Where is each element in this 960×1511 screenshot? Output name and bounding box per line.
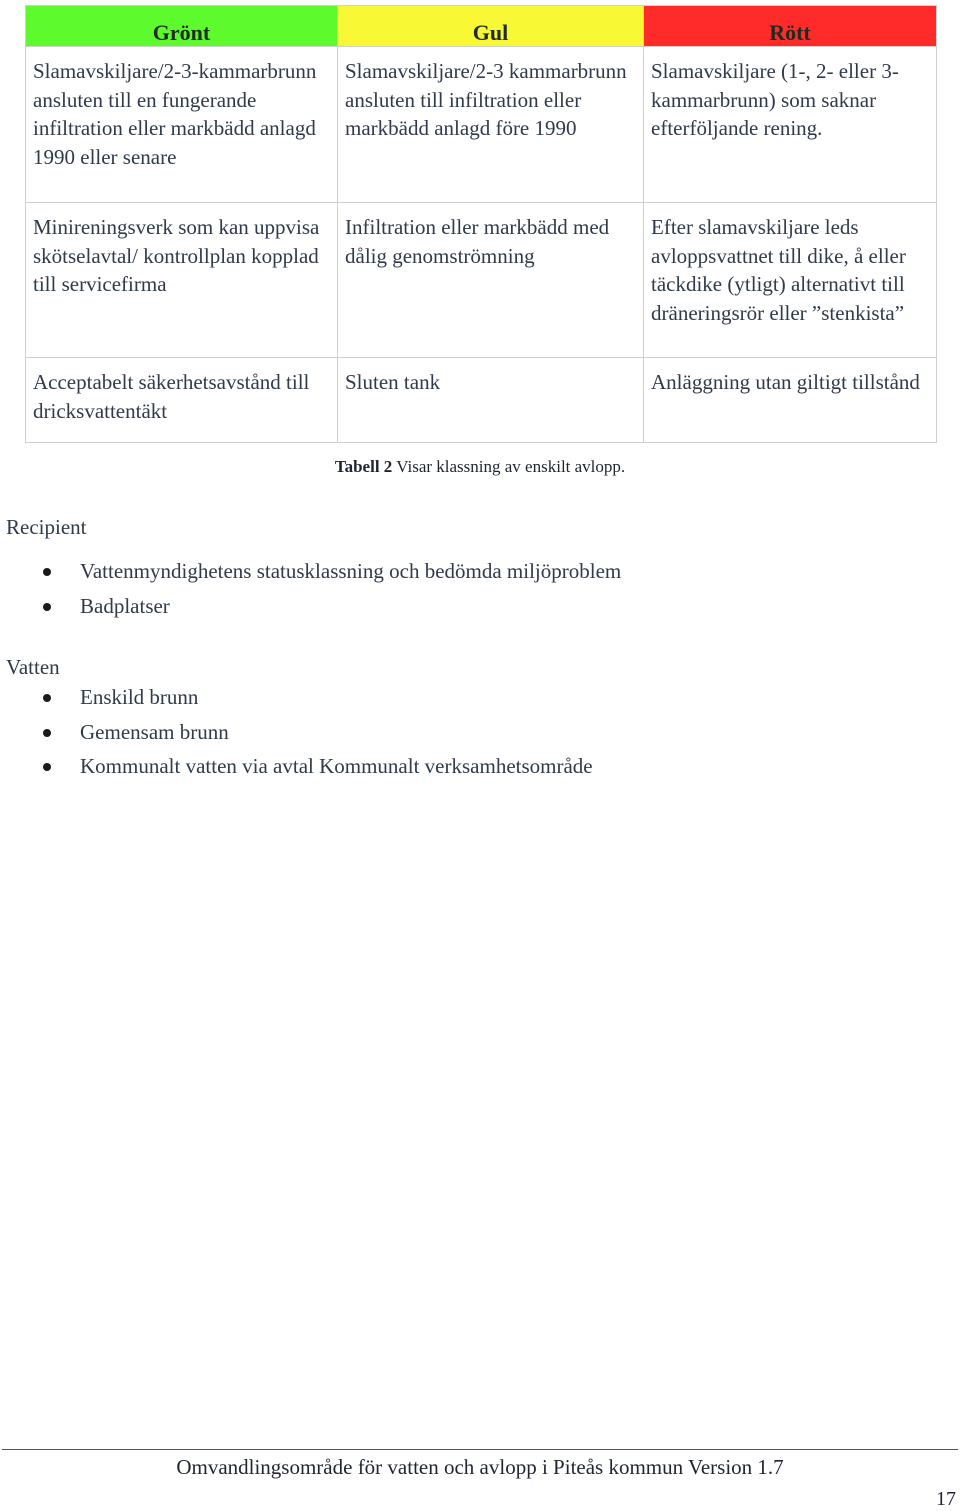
bullet-icon	[43, 694, 51, 702]
section-heading-vatten: Vatten	[6, 655, 60, 679]
cell-red: Efter slamavskiljare leds avloppsvattnet till dike, å eller täckdike (ytligt) alternativt till dräneringsrör eller ”stenkista”	[644, 203, 937, 358]
section-heading-recipient: Recipient	[6, 515, 87, 539]
list-item-text: Enskild brunn	[80, 685, 199, 709]
caption-label: Tabell 2	[334, 457, 393, 476]
recipient-list	[0, 554, 621, 623]
list-item	[0, 680, 593, 715]
header-yellow	[338, 6, 644, 47]
bullet-icon	[43, 568, 51, 576]
bullet-icon	[43, 763, 51, 771]
classification-table	[25, 5, 937, 443]
cell-green: Acceptabelt säkerhetsavstånd till dricksvattentäkt	[26, 358, 338, 443]
cell-yellow: Sluten tank	[338, 358, 644, 443]
header-yellow-label: Gul	[472, 20, 509, 45]
cell-yellow: Infiltration eller markbädd med dålig genomströmning	[338, 203, 644, 358]
list-item	[0, 589, 621, 624]
list-item	[0, 554, 621, 589]
table-row	[26, 358, 937, 443]
list-item-text: Vattenmyndighetens statusklassning och bedömda miljöproblem	[80, 559, 622, 583]
cell-red: Anläggning utan giltigt tillstånd	[644, 358, 937, 443]
list-item	[0, 715, 593, 750]
cell-red: Slamavskiljare (1-, 2- eller 3-kammarbrunn) som saknar efterföljande rening.	[644, 47, 937, 203]
vatten-list	[0, 680, 593, 784]
cell-yellow: Slamavskiljare/2-3 kammarbrunn ansluten till infiltration eller markbädd anlagd före 1990	[338, 47, 644, 203]
cell-green: Minireningsverk som kan uppvisa skötselavtal/ kontrollplan kopplad till servicefirma	[26, 203, 338, 358]
table-row	[26, 47, 937, 203]
header-red	[644, 6, 937, 47]
bullet-icon	[43, 603, 51, 611]
list-item-text: Badplatser	[80, 593, 170, 618]
cell-green: Slamavskiljare/2-3-kammarbrunn ansluten till en fungerande infiltration eller markbädd anlagd 1990 eller senare	[26, 47, 338, 203]
header-green	[26, 6, 338, 47]
page-number: 17	[936, 1488, 956, 1510]
table-header	[26, 6, 937, 47]
caption-text: Visar klassning av enskilt avlopp.	[392, 457, 626, 476]
footer-text: Omvandlingsområde för vatten och avlopp i Piteås kommun Version 1.7	[176, 1455, 784, 1479]
list-item	[0, 749, 593, 784]
list-item-text: Kommunalt vatten via avtal Kommunalt verksamhetsområde	[80, 754, 593, 778]
header-red-label: Rött	[769, 20, 811, 45]
list-item-text: Gemensam brunn	[80, 719, 229, 744]
table-caption	[0, 455, 960, 479]
bullet-icon	[43, 729, 51, 737]
header-green-label: Grönt	[152, 20, 211, 45]
table-row	[26, 203, 937, 358]
footer-divider	[2, 1449, 958, 1450]
